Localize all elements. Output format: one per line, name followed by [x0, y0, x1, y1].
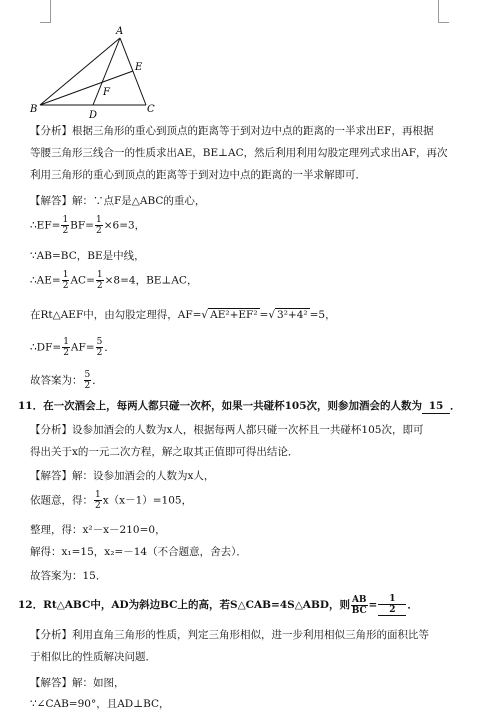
question-11 [18, 399, 482, 414]
label-b: B [30, 104, 38, 115]
eq-af-post: =5， [309, 309, 336, 321]
eq-df-pre: ∴DF= [30, 341, 62, 354]
sqrt-3-4: 3²+4² [277, 309, 308, 321]
sqrt-sign: √ [201, 309, 209, 321]
eq-ef-post: ×6=3， [103, 219, 146, 232]
analysis-12-line-2: 于相似比的性质解决问题． [30, 651, 156, 663]
condition-ab-bc: ∵AB=BC，BE是中线， [30, 250, 145, 262]
solution-11-heading: 【解答】解：设参加酒会的人数为x人， [30, 470, 215, 482]
triangle-figure [0, 0, 496, 125]
q11-end: ． [450, 400, 461, 412]
label-a: A [116, 26, 124, 37]
fraction-half: $\frac{1}{2}$ [62, 270, 69, 291]
eq-ef-mid: BF= [70, 219, 94, 232]
analysis-11-line-2: 得出关于x的一元二次方程，解之取其正值即可得出结论． [30, 446, 299, 458]
eq-df-mid: AF= [70, 341, 95, 354]
answer-prefix: 故答案为： [30, 374, 83, 387]
equation-af [30, 308, 482, 322]
eq-df-post: ． [104, 341, 115, 354]
q12-eq: = [368, 599, 378, 611]
eq-af-pre: 在Rt△AEF中，由勾股定理得，AF= [30, 309, 202, 321]
sol11-eq-post: x（x－1）=105， [102, 494, 193, 507]
solution-11-answer: 故答案为：15． [30, 570, 107, 582]
solution-12-heading: 【解答】解：如图， [30, 677, 125, 689]
sol11-eq-pre: 依题意，得： [30, 494, 93, 507]
question-12 [18, 594, 482, 616]
label-d: D [89, 110, 98, 121]
median-be [40, 71, 133, 105]
analysis-line-2: 等腰三角形三线合一的性质求出AE，BE⊥AC，然后利用利用勾股定理列式求出AF，再次 [30, 147, 448, 159]
label-e: E [135, 62, 143, 73]
eq-ae-mid: AC= [70, 274, 95, 287]
fraction-half: $\frac{1}{2}$ [63, 337, 69, 358]
solution-heading: 【解答】解：∵点F是△ABC的重心， [30, 195, 206, 207]
eq-ae-post: ×8=4，BE⊥AC， [104, 274, 198, 287]
analysis-line-1: 【分析】根据三角形的重心到顶点的距离等于到对边中点的距离的一半求出EF，再根据 [30, 125, 434, 137]
fraction-half: $\frac{1}{2}$ [95, 490, 101, 511]
label-f: F [103, 87, 110, 98]
fraction-half: $\frac{1}{2}$ [96, 270, 103, 291]
sqrt-sign: √ [268, 309, 276, 321]
solution-11-roots: 解得：x₁=15，x₂=－14（不合题意，舍去）． [30, 546, 247, 558]
eq-ef-pre: ∴EF= [30, 219, 61, 232]
solution-11-tidy: 整理，得：x²－x－210=0， [30, 524, 166, 536]
analysis-11-line-1: 【分析】设参加酒会的人数为x人，根据每两人都只碰一次杯且一共碰杯105次，即可 [30, 424, 424, 436]
q12-end: ． [407, 599, 418, 611]
analysis-line-3: 利用三角形的重心到顶点的距离等于到对边中点的距离的一半求解即可． [30, 169, 366, 181]
q12-text: 12．Rt△ABC中，AD为斜边BC上的高，若S△CAB=4S△ABD，则 [18, 599, 350, 611]
fraction-five-halves: $\frac{5}{2}$ [84, 370, 91, 391]
fraction-five-halves: $\frac{5}{2}$ [96, 337, 103, 358]
fraction-half: $\frac{1}{2}$ [62, 215, 69, 236]
equation-ef [30, 215, 482, 236]
q11-answer-blank: 15 [422, 399, 450, 414]
solution-11-equation [30, 490, 482, 511]
fraction-half: $\frac{1}{2}$ [95, 215, 102, 236]
fraction-ab-bc: $\frac{AB}{BC}$ [351, 594, 367, 616]
answer-line-1 [30, 370, 482, 391]
equation-df [30, 337, 482, 358]
q11-text: 11．在一次酒会上，每两人都只碰一次杯，如果一共碰杯105次，则参加酒会的人数为 [18, 400, 423, 412]
answer-end: ． [92, 374, 103, 387]
label-c: C [147, 104, 155, 115]
q12-answer-blank: $\frac{1}{2}$ [378, 594, 406, 616]
eq-ae-pre: ∴AE= [30, 274, 61, 287]
eq-af-eq: = [259, 309, 269, 321]
equation-ae [30, 270, 482, 291]
sqrt-ae-ef: AE²+EF² [210, 309, 258, 321]
analysis-12-line-1: 【分析】利用直角三角形的性质，判定三角形相似，进一步利用相似三角形的面积比等 [30, 629, 429, 641]
solution-12-line: ∵∠CAB=90°，且AD⊥BC， [30, 698, 170, 710]
